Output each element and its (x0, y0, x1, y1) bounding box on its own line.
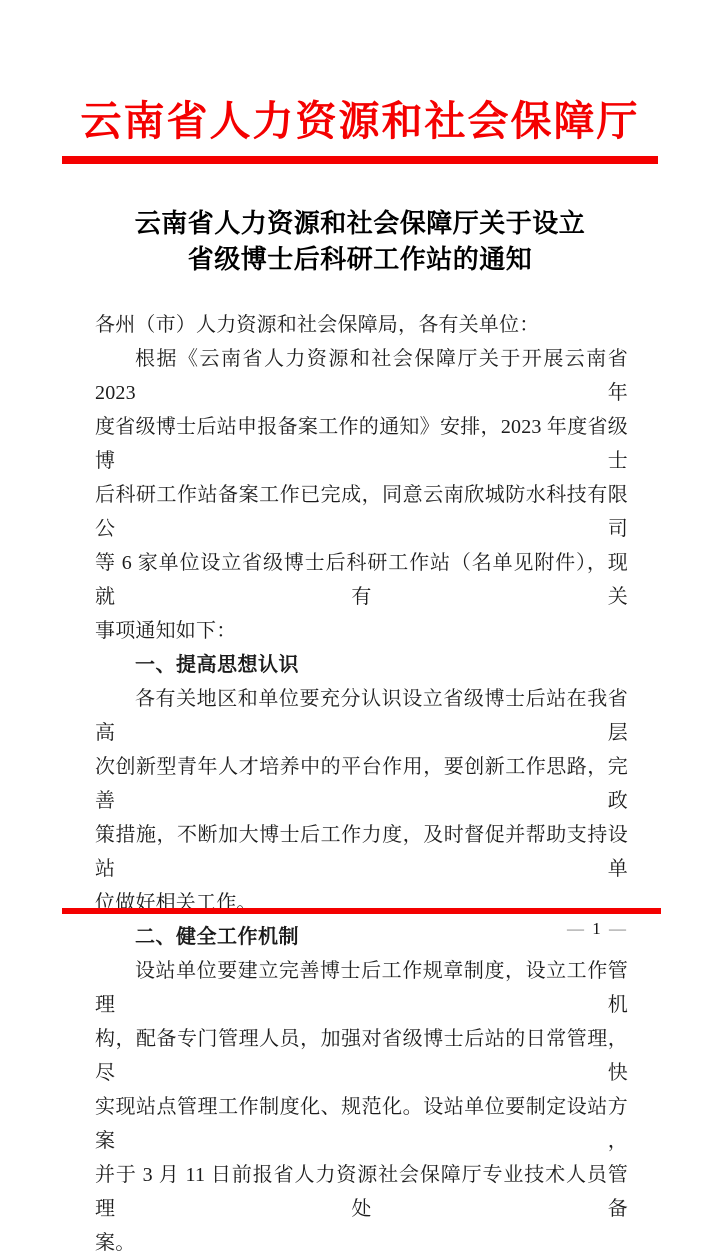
page-number-value: 1 (592, 919, 603, 938)
salutation-line: 各州（市）人力资源和社会保障局，各有关单位： (95, 314, 540, 336)
red-separator-line-bottom (62, 908, 661, 914)
agency-masthead: 云南省人力资源和社会保障厅 (80, 98, 640, 144)
paragraph-line: 度省级博士后站申报备案工作的通知》安排，2023 年度省级博士 (95, 416, 628, 472)
paragraph-line: 各有关地区和单位要充分认识设立省级博士后站在我省高层 (95, 688, 628, 744)
document-title-line-1: 云南省人力资源和社会保障厅关于设立 (134, 209, 586, 238)
document-title (60, 206, 660, 278)
page-number-dash-right: — (609, 919, 628, 938)
page-number (567, 918, 628, 940)
paragraph-line: 策措施，不断加大博士后工作力度，及时督促并帮助支持设站单 (95, 824, 628, 880)
paragraph-line: 构，配备专门管理人员，加强对省级博士后站的日常管理，尽快 (95, 1028, 628, 1084)
paragraph-line: 案。 (95, 1232, 136, 1254)
paragraph-line: 等 6 家单位设立省级博士后科研工作站（名单见附件），现就有关 (95, 552, 628, 608)
paragraph-line: 事项通知如下： (95, 620, 237, 642)
paragraph-line: 并于 3 月 11 日前报省人力资源社会保障厅专业技术人员管理处备 (95, 1164, 628, 1220)
paragraph-line: 位做好相关工作。 (95, 892, 257, 914)
paragraph-line: 实现站点管理工作制度化、规范化。设站单位要制定设站方案， (95, 1096, 628, 1152)
document-title-line-2: 省级博士后科研工作站的通知 (187, 245, 533, 274)
paragraph-line: 次创新型青年人才培养中的平台作用，要创新工作思路，完善政 (95, 756, 628, 812)
paragraph-line: 后科研工作站备案工作已完成，同意云南欣城防水科技有限公司 (95, 484, 628, 540)
section-2-heading: 二、健全工作机制 (135, 926, 299, 948)
page-number-dash-left: — (567, 919, 586, 938)
red-separator-line-top (62, 156, 658, 164)
paragraph-line: 设站单位要建立完善博士后工作规章制度，设立工作管理机 (95, 960, 628, 1016)
document-body (95, 308, 628, 1260)
paragraph-line: 根据《云南省人力资源和社会保障厅关于开展云南省 2023 年 (95, 348, 628, 404)
section-1-heading: 一、提高思想认识 (135, 654, 299, 676)
